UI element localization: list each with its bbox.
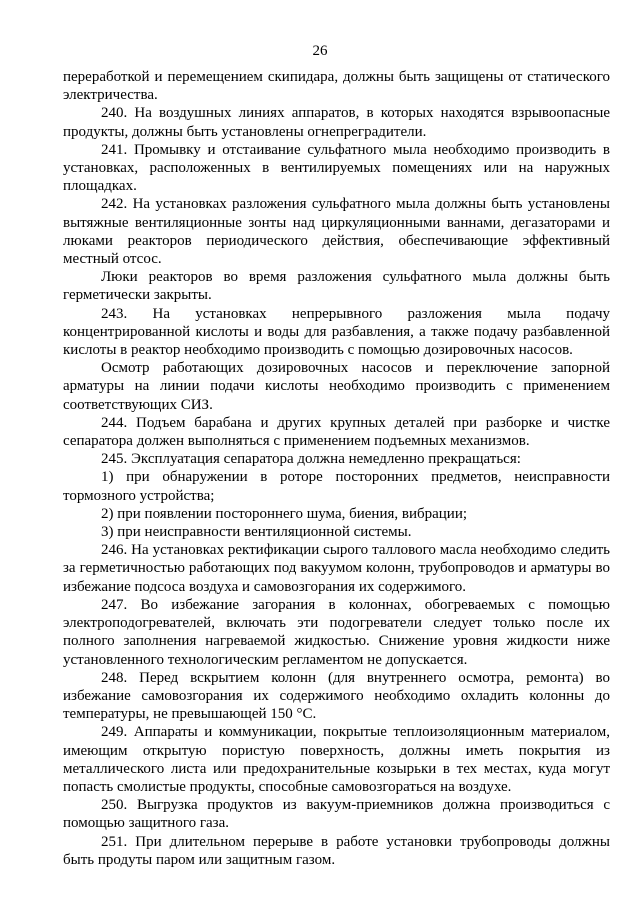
paragraph-243-inspection: Осмотр работающих дозировочных насосов и переключение запорной арматуры на линии подачи кислоты необходимо производить с применением соответствующих СИЗ. (63, 360, 610, 413)
paragraph-242-hatches: Люки реакторов во время разложения сульфатного мыла должны быть герметически закрыты. (63, 269, 610, 304)
list-item-245-3: 3) при неисправности вентиляционной системы. (101, 524, 412, 541)
paragraph-246: 246. На установках ректификации сырого таллового масла необходимо следить за герметичностью работающих под вакуумом колонн, трубопроводов и арматуры во избежание подсоса воздуха и самовозгорания их содержимого. (63, 542, 610, 595)
paragraph-240: 240. На воздушных линиях аппаратов, в которых находятся взрывоопасные продукты, должны быть установлены огнепреградители. (63, 105, 610, 140)
paragraph-continuation: переработкой и перемещением скипидара, должны быть защищены от статического электричества. (63, 69, 610, 104)
paragraph-243: 243. На установках непрерывного разложения мыла подачу концентрированной кислоты и воды для разбавления, а также подачу разбавленной кислоты в реактор необходимо производить с помощью дозировочных насосов. (63, 305, 610, 359)
paragraph-250: 250. Выгрузка продуктов из вакуум-приемников должна производиться с помощью защитного газа. (63, 797, 610, 832)
list-item-245-2: 2) при появлении постороннего шума, биения, вибрации; (101, 505, 468, 522)
paragraph-251: 251. При длительном перерыве в работе установки трубопроводы должны быть продуты паром или защитным газом. (63, 833, 610, 868)
page-number: 26 (312, 43, 328, 59)
list-item-245-1: 1) при обнаружении в роторе посторонних предметов, неисправности тормозного устройства; (63, 469, 610, 504)
paragraph-244: 244. Подъем барабана и других крупных деталей при разборке и чистке сепаратора должен выполняться с применением подъемных механизмов. (63, 414, 610, 450)
paragraph-248: 248. Перед вскрытием колонн (для внутреннего осмотра, ремонта) во избежание самовозгорания их содержимого необходимо охладить колонны до температуры, не превышающей 150 °С. (63, 669, 610, 723)
document-body (63, 68, 610, 869)
paragraph-241: 241. Промывку и отстаивание сульфатного мыла необходимо производить в установках, расположенных в вентилируемых помещениях или на наружных площадках. (63, 141, 610, 195)
paragraph-249: 249. Аппараты и коммуникации, покрытые теплоизоляционным материалом, имеющим открытую пористую поверхность, должны иметь покрытия из металлического листа или предохранительные козырьки в тех местах, куда могут попасть смолистые продукты, способные самовозгораться на воздухе. (63, 724, 610, 795)
paragraph-245: 245. Эксплуатация сепаратора должна немедленно прекращаться: (101, 451, 521, 468)
paragraph-242: 242. На установках разложения сульфатного мыла должны быть установлены вытяжные вентиляционные зонты над циркуляционными ваннами, дегазаторами и люками реакторов периодического действия, обеспечивающие эффективный местный отсос. (63, 196, 610, 268)
paragraph-247: 247. Во избежание загорания в колоннах, обогреваемых с помощью электроподогревателей, включать эти подогреватели следует только после их полного заполнения нагреваемой жидкостью. Снижение уровня жидкости ниже установленного технологическим регламентом не допускается. (63, 596, 610, 668)
